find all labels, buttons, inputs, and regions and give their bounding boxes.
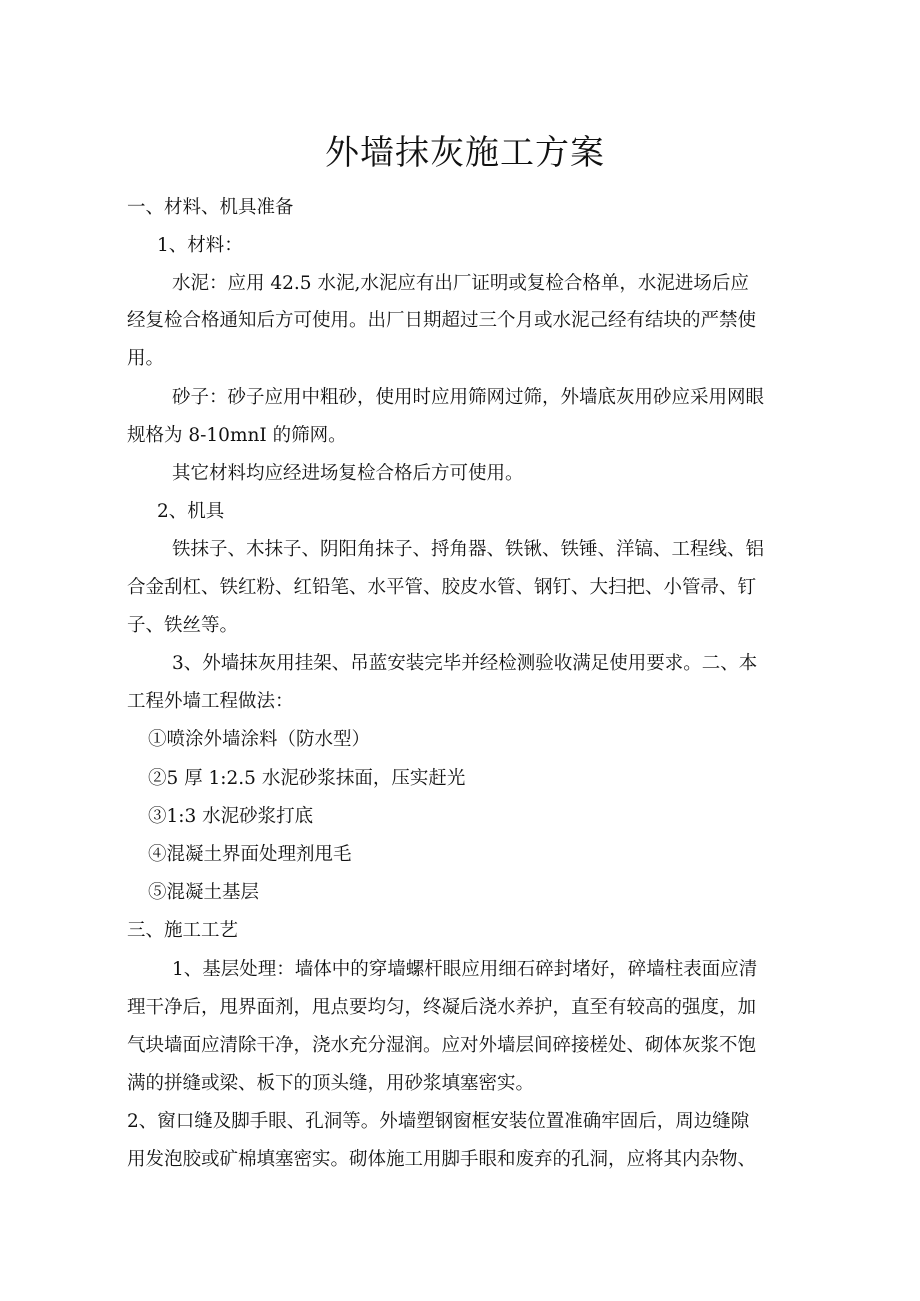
- paragraph-line: 水泥：应用 42.5 水泥,水泥应有出厂证明或复检合格单，水泥进场后应: [172, 273, 749, 294]
- paragraph-line: 砂子：砂子应用中粗砂，使用时应用筛网过筛，外墙底灰用砂应采用网眼: [172, 387, 765, 408]
- section-heading-materials: 一、材料、机具准备: [127, 197, 294, 218]
- paragraph-line: 子、铁丝等。: [127, 615, 239, 636]
- paragraph-line: 用。: [127, 348, 165, 369]
- subheading-tools: 2、机具: [157, 501, 225, 522]
- document-title: 外墙抹灰施工方案: [325, 133, 605, 173]
- paragraph-line: 经复检合格通知后方可使用。出厂日期超过三个月或水泥己经有结块的严禁使: [127, 310, 757, 331]
- paragraph-line: 用发泡胶或矿棉填塞密实。砌体施工用脚手眼和废弃的孔洞，应将其内杂物、: [127, 1149, 757, 1170]
- section-heading-process: 三、施工工艺: [127, 920, 239, 941]
- list-item: ④混凝土界面处理剂甩毛: [148, 844, 352, 865]
- paragraph-line: 1、基层处理：墙体中的穿墙螺杆眼应用细石碎封堵好，碎墙柱表面应清: [172, 959, 758, 980]
- list-item: ②5 厚 1:2.5 水泥砂浆抹面，压实赶光: [148, 768, 466, 789]
- paragraph-line: 3、外墙抹灰用挂架、吊蓝安装完毕并经检测验收满足使用要求。二、本: [172, 653, 758, 674]
- paragraph-line: 理干净后，甩界面剂，甩点要均匀，终凝后浇水养护，直至有较高的强度，加: [127, 997, 757, 1018]
- subheading-materials: 1、材料：: [157, 235, 243, 256]
- paragraph-line: 气块墙面应清除干净，浇水充分湿润。应对外墙层间碎接槎处、砌体灰浆不饱: [127, 1035, 757, 1056]
- list-item: ⑤混凝土基层: [148, 882, 260, 903]
- paragraph-line: 工程外墙工程做法：: [127, 691, 294, 712]
- list-item: ③1:3 水泥砂浆打底: [148, 806, 314, 827]
- paragraph-line: 其它材料均应经进场复检合格后方可使用。: [172, 463, 524, 484]
- list-item: ①喷涂外墙涂料（防水型）: [148, 729, 371, 750]
- paragraph-line: 规格为 8-10mnI 的筛网。: [127, 425, 347, 446]
- paragraph-line: 2、窗口缝及脚手眼、孔洞等。外墙塑钢窗框安装位置准确牢固后，周边缝隙: [127, 1111, 750, 1132]
- paragraph-line: 铁抹子、木抹子、阴阳角抹子、捋角器、铁锹、铁锤、洋镐、工程线、铝: [172, 539, 765, 560]
- paragraph-line: 合金刮杠、铁红粉、红铅笔、水平管、胶皮水管、钢钉、大扫把、小管帚、钉: [127, 577, 757, 598]
- paragraph-line: 满的拼缝或梁、板下的顶头缝，用砂浆填塞密实。: [127, 1073, 535, 1094]
